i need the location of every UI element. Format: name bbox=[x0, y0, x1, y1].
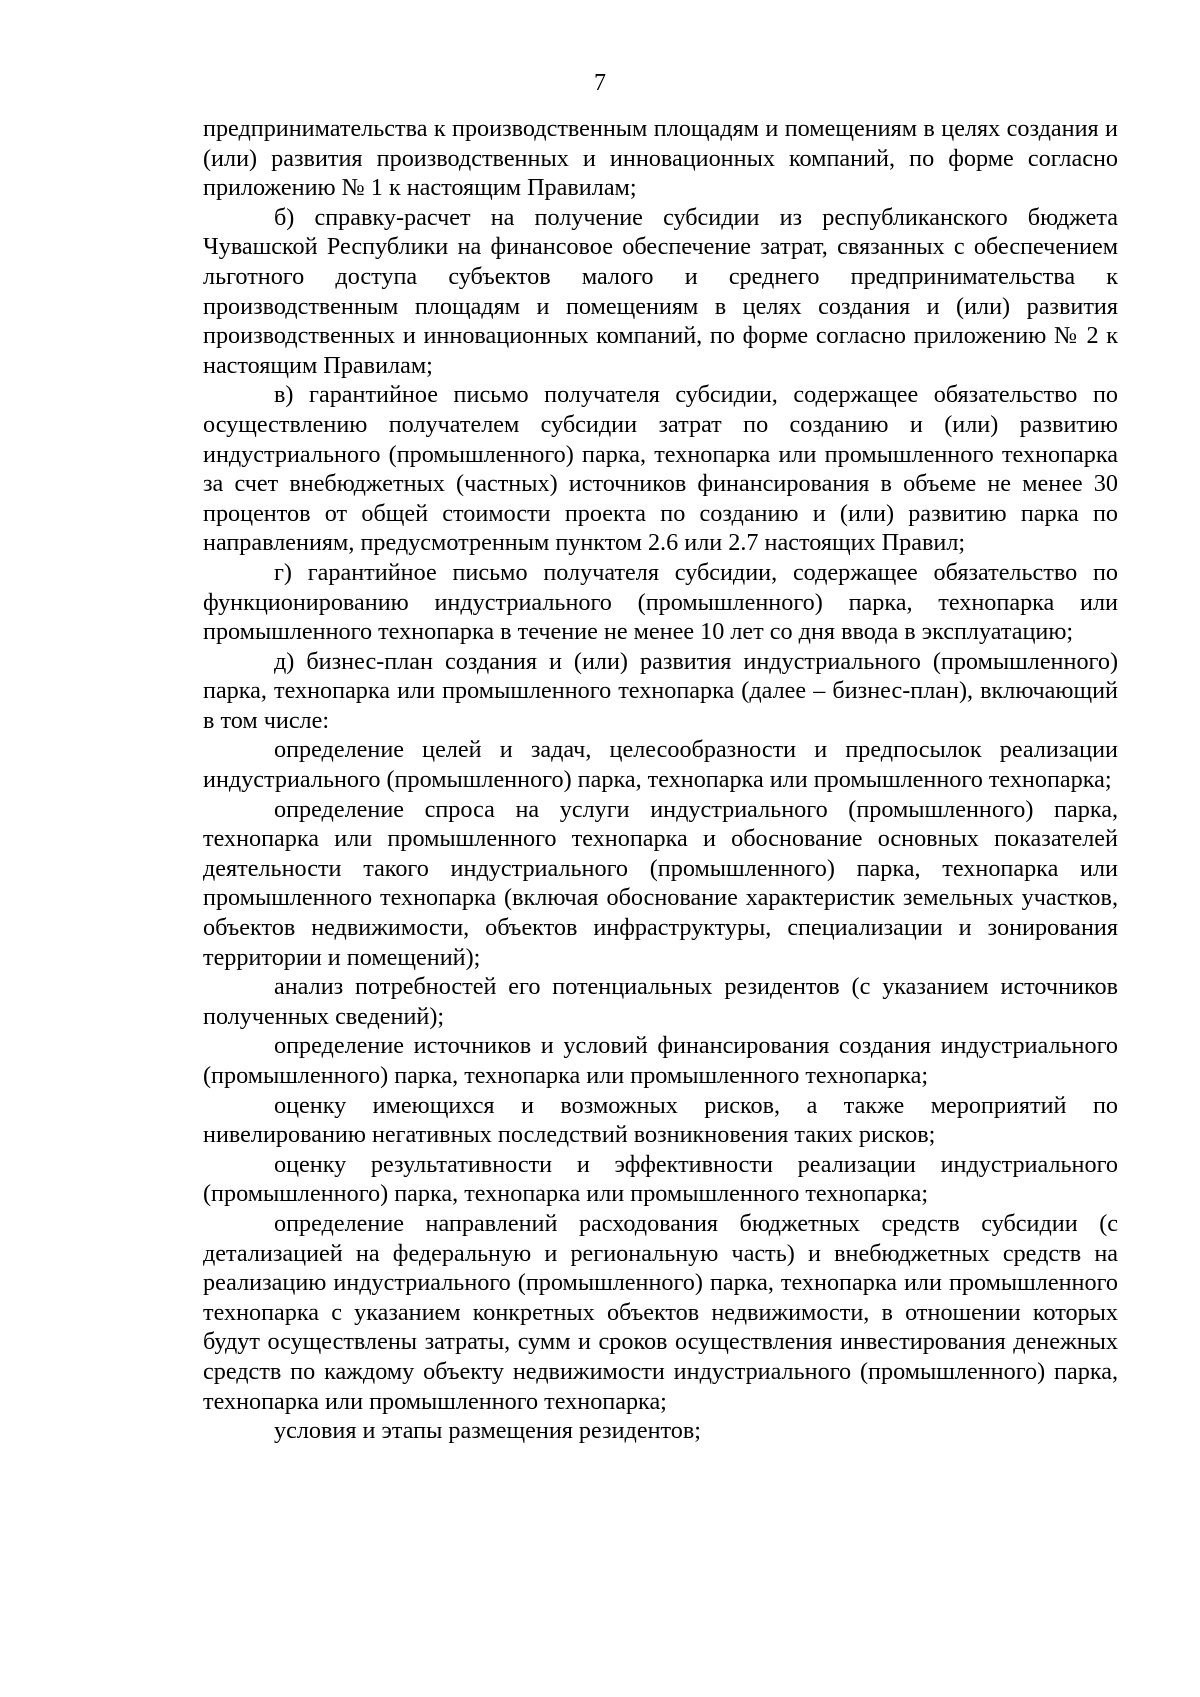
paragraph-item-g: г) гарантийное письмо получателя субсидии, содержащее обязательство по функционированию индустриального (промышленного) парка, технопарка или промышленного технопарка в течение не менее 10 лет со дня ввода в эксплуатацию; bbox=[203, 558, 1118, 646]
paragraph-needs-analysis: анализ потребностей его потенциальных резидентов (с указанием источников полученных сведений); bbox=[203, 973, 1118, 1030]
paragraph-effectiveness: оценку результативности и эффективности реализации индустриального (промышленного) парка, технопарка или промышленного технопарка; bbox=[203, 1150, 1118, 1208]
paragraph-financing-sources: определение источников и условий финансирования создания индустриального (промышленного) парка, технопарка или промышленного технопарка; bbox=[203, 1032, 1118, 1089]
paragraph-demand: определение спроса на услуги индустриального (промышленного) парка, технопарка или промышленного технопарка и обоснование основных показателей деятельности такого индустриального (промышленного) парка, технопарка или промышленного технопарка (включая обоснование характеристик земельных участков, объектов недвижимости, объектов инфраструктуры, специализации и зонирования территории и помещений); bbox=[203, 795, 1118, 971]
paragraph-item-d: д) бизнес-план создания и (или) развития индустриального (промышленного) парка, технопарка или промышленного технопарка (далее – бизнес-план), включающий в том числе: bbox=[203, 647, 1118, 734]
page-number: 7 bbox=[594, 70, 606, 96]
paragraph-spending-directions: определение направлений расходования бюджетных средств субсидии (с детализацией на федеральную и региональную часть) и внебюджетных средств на реализацию индустриального (промышленного) парка, технопарка или промышленного технопарка с указанием конкретных объектов недвижимости, в отношении которых будут осуществлены затраты, сумм и сроков осуществления инвестирования денежных средств по каждому объекту недвижимости индустриального (промышленного) парка, технопарка или промышленного технопарка; bbox=[203, 1209, 1118, 1415]
paragraph-continuation: предпринимательства к производственным площадям и помещениям в целях создания и (или) развития производственных и инновационных компаний, по форме согласно приложению № 1 к настоящим Правилам; bbox=[203, 115, 1118, 202]
paragraph-goals: определение целей и задач, целесообразности и предпосылок реализации индустриального (промышленного) парка, технопарка или промышленного технопарка; bbox=[203, 736, 1118, 794]
paragraph-risk-assessment: оценку имеющихся и возможных рисков, а также мероприятий по нивелированию негативных последствий возникновения таких рисков; bbox=[203, 1091, 1118, 1149]
paragraph-item-v: в) гарантийное письмо получателя субсидии, содержащее обязательство по осуществлению получателем субсидии затрат по созданию и (или) развитию индустриального (промышленного) парка, технопарка или промышленного технопарка за счет внебюджетных (частных) источников финансирования в объеме не менее 30 процентов от общей стоимости проекта по созданию и (или) развитию парка по направлениям, предусмотренным пунктом 2.6 или 2.7 настоящих Правил; bbox=[203, 381, 1118, 557]
paragraph-item-b: б) справку-расчет на получение субсидии из республиканского бюджета Чувашской Республики на финансовое обеспечение затрат, связанных с обеспечением льготного доступа субъектов малого и среднего предпринимательства к производственным площадям и помещениям в целях создания и (или) развития производственных и инновационных компаний, по форме согласно приложению № 2 к настоящим Правилам; bbox=[203, 203, 1118, 379]
document-body bbox=[203, 114, 1118, 1446]
paragraph-resident-placement: условия и этапы размещения резидентов; bbox=[274, 1417, 702, 1445]
